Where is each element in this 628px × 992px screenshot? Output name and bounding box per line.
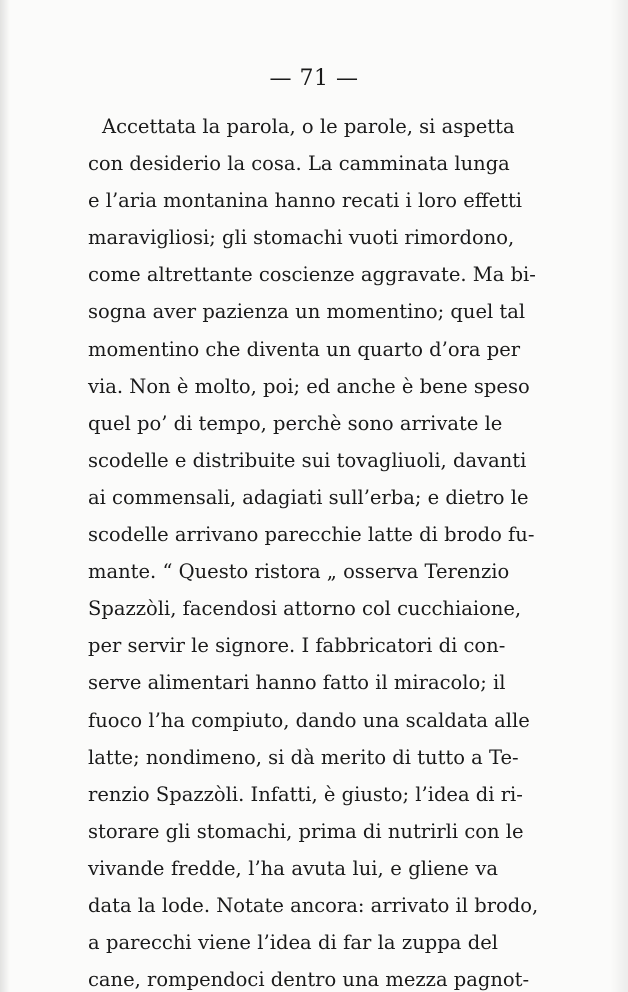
text-line: quel po’ di tempo, perchè sono arrivate le — [88, 411, 503, 435]
text-line: data la lode. Notate ancora: arrivato il brodo, — [88, 893, 539, 917]
text-line: renzio Spazzòli. Infatti, è giusto; l’idea di ri- — [88, 782, 523, 806]
text-line: fuoco l’ha compiuto, dando una scaldata alle — [88, 708, 530, 732]
text-line: come altrettante coscienze aggravate. Ma bi- — [88, 263, 536, 287]
text-line: scodelle arrivano parecchie latte di brodo fu- — [88, 523, 535, 547]
body-text — [88, 108, 539, 992]
text-line: storare gli stomachi, prima di nutrirli con le — [88, 819, 524, 843]
text-line: via. Non è molto, poi; ed anche è bene speso — [88, 374, 530, 398]
page-number: — 71 — — [269, 66, 359, 91]
text-line: Spazzòli, facendosi attorno col cucchiaione, — [88, 597, 522, 621]
text-line: Accettata la parola, o le parole, si aspetta — [102, 115, 515, 138]
text-line: per servir le signore. I fabbricatori di con- — [88, 634, 506, 658]
text-line: momentino che diventa un quarto d’ora per — [88, 337, 521, 361]
text-line: scodelle e distribuite sui tovagliuoli, davanti — [88, 448, 527, 472]
text-line: vivande fredde, l’ha avuta lui, e gliene va — [88, 856, 498, 880]
text-line: con desiderio la cosa. La camminata lunga — [88, 152, 510, 176]
text-line: mante. “ Questo ristora „ osserva Terenzio — [88, 560, 510, 584]
text-line: maravigliosi; gli stomachi vuoti rimordono, — [88, 226, 515, 250]
text-line: cane, rompendoci dentro una mezza pagnot- — [88, 968, 530, 992]
text-line: a parecchi viene l’idea di far la zuppa del — [88, 931, 498, 955]
text-line: serve alimentari hanno fatto il miracolo; il — [88, 671, 506, 695]
text-line: sogna aver pazienza un momentino; quel tal — [88, 300, 526, 324]
text-line: ai commensali, adagiati sull’erba; e dietro le — [88, 485, 529, 509]
text-line: e l’aria montanina hanno recati i loro effetti — [88, 189, 523, 213]
text-line: latte; nondimeno, si dà merito di tutto a Te- — [88, 745, 519, 769]
